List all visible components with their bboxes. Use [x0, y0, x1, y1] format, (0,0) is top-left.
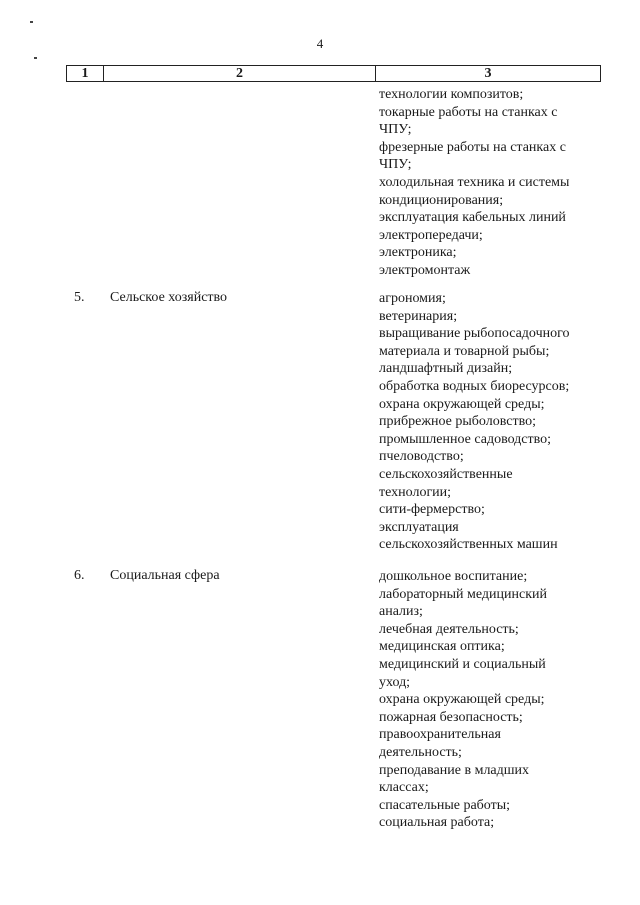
section-number: 5. — [74, 290, 85, 305]
list-item: пчеловодство; — [379, 449, 464, 465]
list-item: сельскохозяйственные — [379, 466, 513, 482]
list-item: холодильная техника и системы — [379, 174, 570, 190]
list-item: технологии; — [379, 484, 452, 500]
list-item: лечебная деятельность; — [379, 621, 519, 637]
list-item: эксплуатация — [379, 519, 459, 535]
list-item: сити-фермерство; — [379, 502, 485, 518]
list-item: промышленное садоводство; — [379, 431, 552, 447]
list-item: фрезерные работы на станках с — [379, 139, 566, 155]
list-item: материала и товарной рыбы; — [379, 343, 550, 359]
list-item: охрана окружающей среды; — [379, 396, 545, 412]
list-item: электропередачи; — [379, 227, 483, 243]
list-item: анализ; — [379, 604, 423, 620]
page-number: 4 — [316, 36, 324, 51]
list-item: ветеринария; — [379, 308, 458, 324]
section-items — [379, 290, 599, 554]
list-item: уход; — [379, 674, 411, 690]
scan-speck — [34, 57, 37, 59]
table-header-col-1: 1 — [67, 66, 104, 81]
list-item: лабораторный медицинский — [379, 586, 547, 602]
list-item: преподавание в младших — [379, 762, 530, 778]
list-item: обработка водных биоресурсов; — [379, 378, 570, 394]
continuation-items — [379, 86, 599, 280]
list-item: сельскохозяйственных машин — [379, 537, 558, 553]
list-item: охрана окружающей среды; — [379, 692, 545, 708]
list-item: пожарная безопасность; — [379, 709, 523, 725]
table-header-col-3: 3 — [484, 66, 492, 81]
list-item: медицинская оптика; — [379, 639, 505, 655]
section-items — [379, 568, 599, 832]
list-item: ЧПУ; — [379, 122, 412, 138]
list-item: выращивание рыбопосадочного — [379, 326, 570, 342]
list-item: агрономия; — [379, 291, 446, 306]
list-item: деятельность; — [379, 744, 462, 760]
section-name: Социальная сфера — [110, 568, 220, 583]
list-item: ЧПУ; — [379, 157, 412, 173]
list-item: прибрежное рыболовство; — [379, 414, 536, 430]
list-item: дошкольное воспитание; — [379, 569, 528, 584]
list-item: социальная работа; — [379, 815, 495, 831]
section-number: 6. — [74, 568, 85, 583]
section-name: Сельское хозяйство — [110, 290, 228, 305]
table-header-row — [66, 65, 601, 82]
list-item: электромонтаж — [379, 262, 471, 278]
list-item: правоохранительная — [379, 727, 501, 743]
list-item: медицинский и социальный — [379, 656, 546, 672]
list-item: спасательные работы; — [379, 797, 511, 813]
list-item: классах; — [379, 780, 429, 796]
list-item: ландшафтный дизайн; — [379, 361, 513, 377]
list-item: электроника; — [379, 245, 457, 261]
scan-speck — [30, 21, 33, 23]
list-item: кондиционирования; — [379, 192, 504, 208]
list-item: токарные работы на станках с — [379, 104, 558, 120]
list-item: эксплуатация кабельных линий — [379, 210, 566, 226]
table-header-col-2: 2 — [104, 66, 376, 81]
list-item: технологии композитов; — [379, 87, 524, 102]
